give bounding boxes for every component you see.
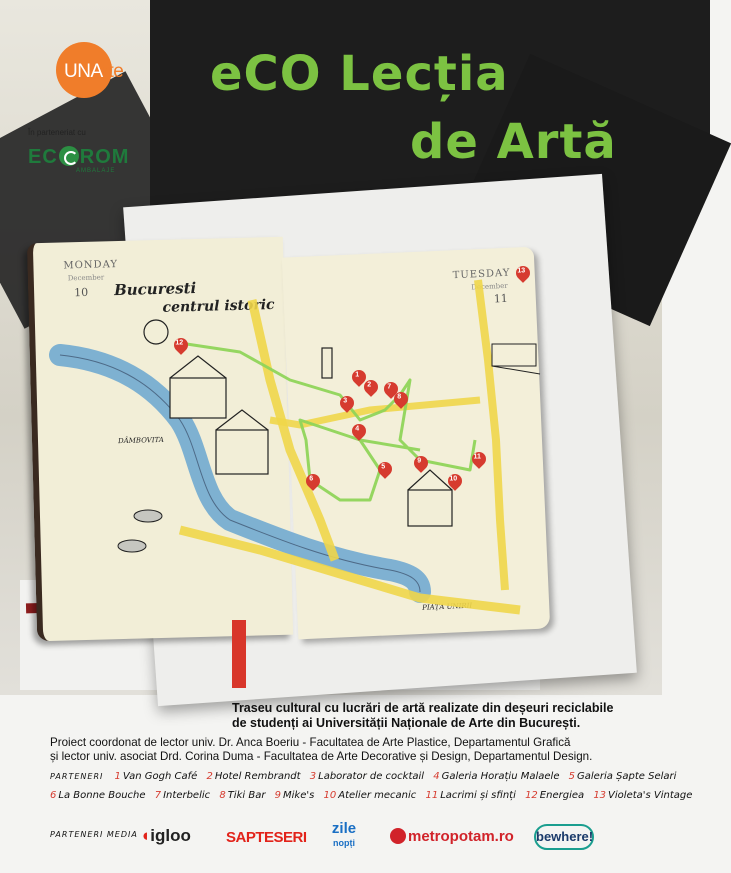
map-pin-4: 4: [349, 421, 369, 441]
partner-item: 11 Lacrimi și sfinți: [425, 790, 516, 801]
map-pin-5: 5: [375, 459, 395, 479]
unarte-logo-text: UNArte: [64, 61, 124, 82]
route-description-2: de studenți ai Universității Naționale de Arte din București.: [232, 716, 581, 730]
coordination-line-2: și lector univ. asociat Drd. Corina Duma - Facultatea de Arte Decorative și Design, Departamentul Design.: [50, 750, 593, 763]
partners-row-2: [50, 790, 698, 801]
partner-item: 13 Violeta's Vintage: [593, 790, 693, 801]
map-pin-10: 10: [445, 471, 465, 491]
zile-nopti-logo[interactable]: zile nopți: [331, 820, 357, 848]
partner-item: 2 Hotel Rembrandt: [206, 771, 301, 782]
bewhere-logo[interactable]: bewhere!: [534, 824, 594, 850]
route-description-1: Traseu cultural cu lucrări de artă realizate din deșeuri reciclabile: [232, 701, 614, 715]
coordination-line-1: Proiect coordonat de lector univ. Dr. Anca Boeriu - Facultatea de Arte Plastice, Departamentul Grafică: [50, 736, 571, 749]
partner-item: 10 Atelier mecanic: [323, 790, 417, 801]
map-pin-12: 12: [171, 335, 191, 355]
media-partners-label: PARTENERI MEDIA: [50, 830, 138, 839]
partner-item: 6 La Bonne Bouche: [50, 790, 146, 801]
left-date: 10: [73, 285, 89, 300]
partner-item: 5 Galeria Șapte Selari: [568, 771, 677, 782]
partner-item: 9 Mike's: [274, 790, 315, 801]
partner-item: 3 Laborator de cocktail: [309, 771, 425, 782]
map-pin-2: 2: [361, 377, 381, 397]
bookmark-ribbon: [232, 620, 246, 688]
partner-item: 1 Van Gogh Café: [114, 771, 198, 782]
right-day: TUESDAY: [452, 267, 511, 282]
igloo-logo[interactable]: ◖igloo: [140, 826, 191, 845]
partner-item: 4 Galeria Horațiu Malaele: [433, 771, 560, 782]
map-pin-6: 6: [303, 471, 323, 491]
city-label: Bucuresti: [113, 279, 197, 300]
partner-item: 12 Energiea: [525, 790, 585, 801]
partnership-label: În parteneriat cu: [28, 128, 86, 137]
ecorom-subtitle: AMBALAJE: [76, 168, 116, 174]
map-pin-8: 8: [391, 389, 411, 409]
fish-sketch: [118, 510, 162, 552]
title-line-1: eCO Lecția: [210, 46, 509, 102]
river-label: DÂMBOVITA: [117, 435, 165, 446]
recycle-icon: [59, 146, 79, 166]
map-pin-9: 9: [411, 453, 431, 473]
map-pin-3: 3: [337, 393, 357, 413]
right-month: December: [471, 281, 508, 292]
map-pin-13: 13: [513, 263, 533, 283]
left-day: MONDAY: [63, 259, 119, 272]
partners-row-1: [50, 771, 682, 782]
map-pin-1: 1: [349, 367, 369, 387]
partner-item: 7 Interbelic: [154, 790, 211, 801]
metropotam-logo[interactable]: metropotam.ro: [390, 828, 514, 845]
metropotam-icon: [390, 828, 406, 844]
media-partners: [50, 822, 640, 852]
title-line-2: de Artă: [410, 114, 617, 170]
right-date: 11: [493, 291, 509, 306]
ecorom-logo: EC ROM: [28, 146, 130, 168]
map-pin-7: 7: [381, 379, 401, 399]
left-month: December: [67, 273, 105, 283]
square-label: PIAȚA UNIRII: [422, 601, 473, 612]
map-pin-11: 11: [469, 449, 489, 469]
partners-label: PARTENERI: [50, 772, 104, 781]
city-subtitle: centrul istoric: [162, 296, 275, 316]
partner-item: 8 Tiki Bar: [219, 790, 266, 801]
sapteseri-logo[interactable]: SAPTESERI: [226, 829, 307, 846]
boulevard-3: [478, 280, 505, 590]
train-sketch: [492, 344, 540, 374]
